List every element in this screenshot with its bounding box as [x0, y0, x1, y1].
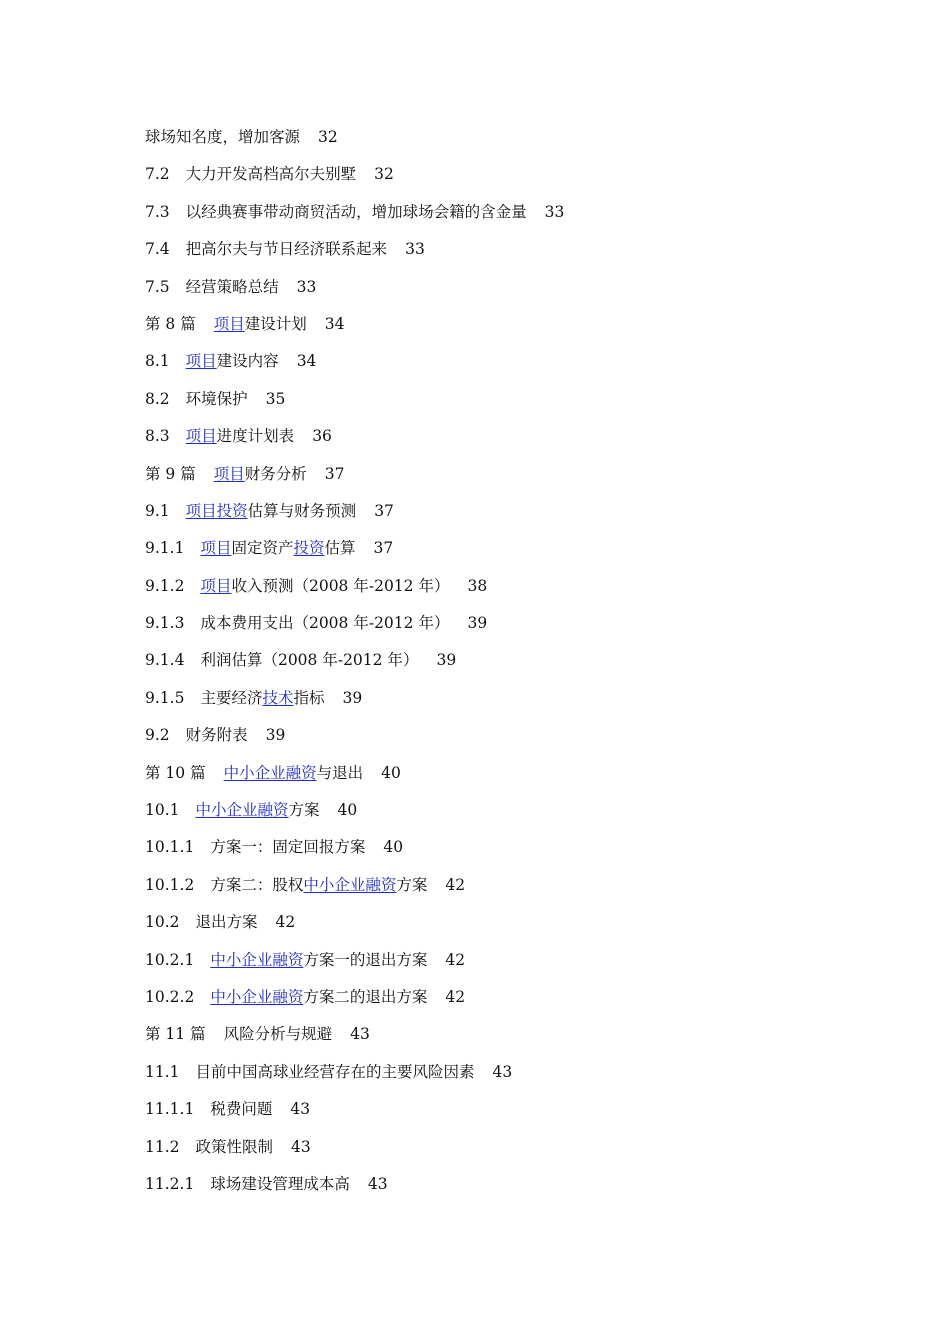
toc-entry-title-text: 税费问题	[210, 1100, 273, 1119]
table-of-contents	[145, 124, 905, 1208]
toc-entry-title-text: 经营策略总结	[185, 277, 279, 296]
toc-entry-number: 7.5	[145, 277, 170, 296]
toc-entry-title-text: 目前中国高球业经营存在的主要风险因素	[195, 1062, 475, 1081]
toc-entry-number: 9.1.3	[145, 614, 185, 633]
toc-entry-page-number: 42	[275, 913, 296, 932]
toc-entry-title-text: 成本费用支出（2008 年-2012 年）	[200, 614, 450, 633]
toc-entry-page-number: 43	[290, 1100, 311, 1119]
toc-entry	[145, 909, 905, 946]
toc-entry-title-text: 大力开发高档高尔夫别墅	[185, 165, 357, 184]
toc-entry	[145, 1021, 905, 1058]
toc-entry-page-number: 36	[312, 427, 332, 446]
toc-entry-page-number: 32	[374, 165, 394, 184]
toc-entry-title-text: 把高尔夫与节日经济联系起来	[185, 240, 388, 259]
toc-entry-link[interactable]: 中小企业融资	[223, 763, 317, 782]
toc-entry-page-number: 39	[342, 688, 363, 707]
toc-entry	[145, 386, 905, 423]
toc-entry	[145, 872, 905, 909]
toc-entry-title-text: 方案	[396, 875, 428, 894]
toc-entry-link[interactable]: 项目	[200, 539, 232, 558]
toc-entry-title-text: 风险分析与规避	[223, 1025, 333, 1044]
toc-entry-title-text: 进度计划表	[216, 427, 295, 446]
toc-entry-page-number: 43	[350, 1025, 370, 1044]
toc-entry-link[interactable]: 项目投资	[185, 501, 248, 520]
toc-entry-number: 7.3	[145, 202, 170, 221]
toc-entry-number: 10.1	[145, 801, 180, 820]
toc-entry	[145, 274, 905, 311]
toc-entry-page-number: 38	[467, 576, 488, 595]
toc-entry-number: 10.2.2	[145, 987, 195, 1006]
toc-entry	[145, 834, 905, 871]
toc-entry-page-number: 37	[324, 464, 345, 483]
toc-entry-page-number: 42	[445, 875, 466, 894]
toc-entry	[145, 1171, 905, 1208]
toc-entry-page-number: 35	[265, 389, 286, 408]
toc-entry-title-text: 环境保护	[185, 389, 248, 408]
toc-entry-title-text: 建设内容	[216, 352, 279, 371]
toc-entry-page-number: 42	[445, 950, 466, 969]
toc-entry-number: 10.2	[145, 913, 180, 932]
toc-entry-page-number: 33	[544, 202, 565, 221]
toc-entry-number: 9.1.4	[145, 651, 185, 670]
toc-entry-title-text: 财务附表	[185, 726, 248, 745]
toc-entry-number: 第 10 篇	[145, 763, 206, 782]
toc-entry-title-text: 球场建设管理成本高	[210, 1174, 350, 1193]
toc-entry-number: 第 9 篇	[145, 464, 196, 483]
toc-entry	[145, 647, 905, 684]
toc-entry	[145, 1096, 905, 1133]
toc-entry	[145, 348, 905, 385]
toc-entry-link[interactable]: 技术	[262, 688, 294, 707]
toc-entry-number: 11.1	[145, 1062, 180, 1081]
toc-entry-page-number: 39	[265, 726, 286, 745]
toc-entry-number: 11.2	[145, 1137, 180, 1156]
toc-entry-page-number: 40	[337, 801, 358, 820]
toc-entry	[145, 124, 905, 161]
toc-entry	[145, 161, 905, 198]
toc-entry	[145, 610, 905, 647]
toc-entry	[145, 685, 905, 722]
toc-entry	[145, 498, 905, 535]
toc-entry-number: 9.1.2	[145, 576, 185, 595]
toc-entry-page-number: 43	[492, 1062, 513, 1081]
toc-entry-title-text: 固定资产	[231, 539, 294, 558]
toc-entry-title-text: 与退出	[316, 763, 364, 782]
toc-entry	[145, 423, 905, 460]
toc-entry-link[interactable]: 项目	[213, 464, 245, 483]
toc-entry-page-number: 39	[436, 651, 457, 670]
toc-entry-link[interactable]: 中小企业融资	[303, 875, 397, 894]
toc-entry-number: 8.3	[145, 427, 170, 446]
toc-entry	[145, 797, 905, 834]
toc-entry-number: 8.1	[145, 352, 170, 371]
toc-entry-link[interactable]: 项目	[185, 352, 217, 371]
toc-entry-page-number: 43	[291, 1137, 311, 1156]
toc-entry-title-text: 收入预测（2008 年-2012 年）	[231, 576, 450, 595]
toc-entry-link[interactable]: 投资	[293, 539, 325, 558]
toc-entry-number: 7.2	[145, 165, 170, 184]
toc-entry-title-text: 方案一：固定回报方案	[210, 838, 366, 857]
toc-entry	[145, 984, 905, 1021]
toc-entry-title-text: 退出方案	[195, 913, 258, 932]
toc-entry-number: 9.1	[145, 501, 170, 520]
toc-entry	[145, 1059, 905, 1096]
toc-entry	[145, 947, 905, 984]
toc-entry	[145, 760, 905, 797]
toc-entry	[145, 199, 905, 236]
toc-entry-title-text: 方案	[288, 801, 320, 820]
toc-entry	[145, 722, 905, 759]
toc-entry-number: 11.1.1	[145, 1100, 195, 1119]
toc-entry-number: 11.2.1	[145, 1174, 195, 1193]
toc-entry-number: 第 11 篇	[145, 1025, 206, 1044]
toc-entry-page-number: 40	[381, 763, 401, 782]
toc-entry-title-text: 方案二的退出方案	[303, 987, 428, 1006]
toc-entry-page-number: 34	[296, 352, 317, 371]
toc-entry-title-text: 指标	[293, 688, 325, 707]
toc-entry-number: 9.1.5	[145, 688, 185, 707]
toc-entry-page-number: 42	[445, 987, 466, 1006]
toc-entry-page-number: 37	[374, 501, 394, 520]
toc-entry	[145, 573, 905, 610]
toc-entry-title-text: 估算与财务预测	[247, 501, 357, 520]
toc-entry-page-number: 33	[296, 277, 317, 296]
toc-entry-link[interactable]: 项目	[185, 427, 217, 446]
toc-entry-number: 10.1.2	[145, 875, 195, 894]
toc-entry	[145, 461, 905, 498]
toc-entry-number: 10.1.1	[145, 838, 195, 857]
toc-entry-title-text: 利润估算（2008 年-2012 年）	[200, 651, 419, 670]
toc-entry-link[interactable]: 项目	[200, 576, 232, 595]
toc-entry-page-number: 40	[383, 838, 404, 857]
toc-entry-title-text: 以经典赛事带动商贸活动，增加球场会籍的含金量	[185, 202, 527, 221]
toc-entry-title-text: 政策性限制	[195, 1137, 274, 1156]
toc-entry-title-text: 方案一的退出方案	[303, 950, 428, 969]
toc-entry-number: 8.2	[145, 389, 170, 408]
toc-entry-number: 第 8 篇	[145, 314, 196, 333]
toc-entry-number: 10.2.1	[145, 950, 195, 969]
toc-entry-title-text: 估算	[324, 539, 356, 558]
toc-entry-page-number: 43	[367, 1174, 388, 1193]
toc-entry	[145, 1134, 905, 1171]
toc-entry-page-number: 33	[405, 240, 425, 259]
toc-entry-page-number: 37	[373, 539, 394, 558]
toc-entry-title-text: 主要经济	[200, 688, 263, 707]
toc-entry-link[interactable]: 中小企业融资	[210, 950, 304, 969]
toc-entry-title-text: 方案二：股权	[210, 875, 304, 894]
toc-entry	[145, 236, 905, 273]
toc-entry-page-number: 32	[318, 128, 338, 146]
toc-entry-link[interactable]: 项目	[213, 314, 245, 333]
toc-entry	[145, 311, 905, 348]
toc-entry-title-text: 建设计划	[244, 314, 307, 333]
toc-entry-title-text: 财务分析	[244, 464, 307, 483]
toc-entry-number: 9.2	[145, 726, 170, 745]
toc-entry-page-number: 34	[324, 314, 345, 333]
toc-entry-title-text: 球场知名度，增加客源	[145, 128, 301, 146]
toc-entry-number: 9.1.1	[145, 539, 185, 558]
toc-entry	[145, 535, 905, 572]
toc-entry-page-number: 39	[467, 614, 488, 633]
toc-entry-link[interactable]: 中小企业融资	[210, 987, 304, 1006]
toc-entry-link[interactable]: 中小企业融资	[195, 801, 289, 820]
toc-entry-number: 7.4	[145, 240, 170, 259]
